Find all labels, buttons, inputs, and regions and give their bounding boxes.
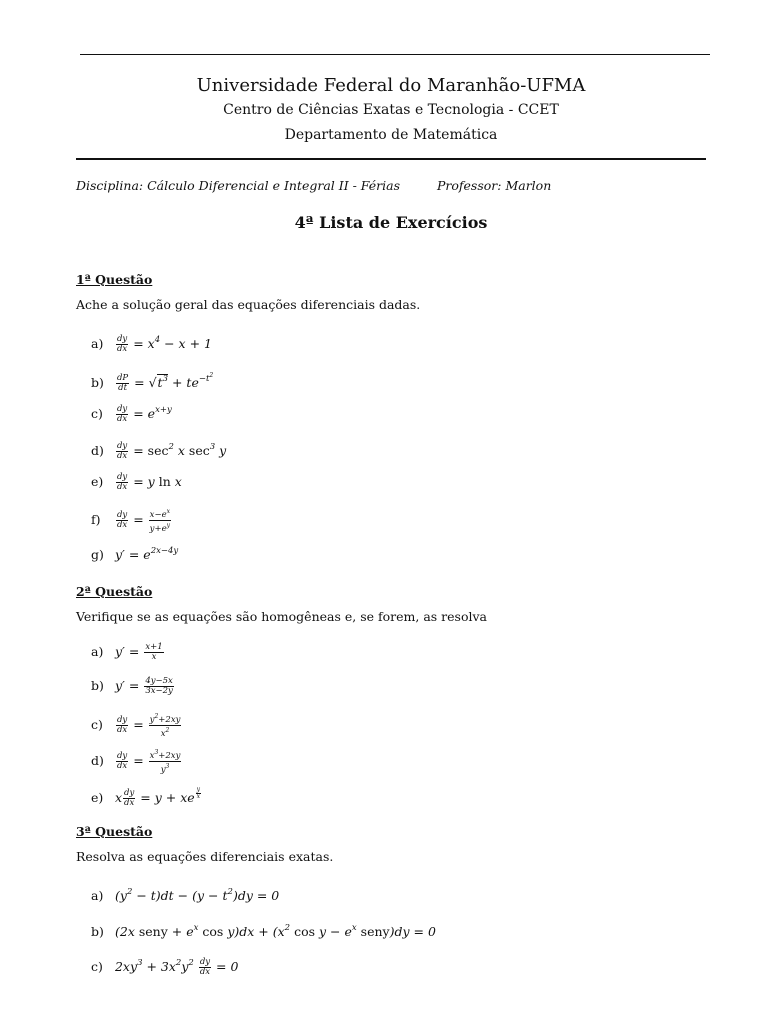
question-2-instruction: Verifique se as equações são homogêneas e, se forem, as resolva — [76, 609, 487, 624]
item-label: a) — [91, 644, 104, 659]
document-title: 4ª Lista de Exercícios — [294, 213, 488, 232]
q1-item-b: b) $\frac{dP}{dt}$ = $√t^3 + te^{-t^2}$ — [91, 372, 214, 393]
item-label: c) — [91, 716, 103, 732]
item-label: d) — [91, 443, 104, 458]
question-3-instruction: Resolva as equações diferenciais exatas. — [76, 849, 334, 864]
q3-item-a: a) $(y^2 - t)dt - (y - t^2)dy = 0$ — [91, 882, 279, 902]
discipline-line: Disciplina: Cálculo Diferencial e Integral II - Férias — [76, 178, 401, 193]
item-label: g) — [91, 547, 104, 562]
q1-item-e: e) $\frac{dy}{dx}$ = y ln x — [91, 472, 182, 492]
item-label: b) — [91, 924, 104, 939]
q1-item-a: a) $\frac{dy}{dx}$ = $x^4 - x + 1$ — [91, 334, 212, 354]
question-2-heading: 2ª Questão — [76, 584, 153, 599]
item-label: b) — [91, 678, 104, 693]
item-label: a) — [91, 888, 104, 903]
item-label: c) — [91, 406, 103, 421]
q2-item-c: c) $\frac{dy}{dx}$ = $\frac{y^2+2xy}{x^2}$ — [91, 713, 181, 739]
q1-item-f: f) $\frac{dy}{dx}$ = $\frac{x-e^x}{y+e^y}$ — [91, 508, 171, 534]
q1-item-c: c) $\frac{dy}{dx}$ = $e^{x+y}$ — [91, 404, 172, 424]
q3-item-c: c) $2xy^3 + 3x^2y^2$ $\frac{dy}{dx}$ = 0 — [91, 957, 239, 977]
item-label: a) — [91, 336, 104, 351]
q3-item-b: b) (2x seny + $e^x$ $\cos y)dx + (x^2$ $\cos y - e^x$ seny)dy = 0 — [91, 918, 436, 938]
question-1-instruction: Ache a solução geral das equações diferenciais dadas. — [76, 297, 421, 312]
university-name: Universidade Federal do Maranhão-UFMA — [196, 75, 586, 96]
q1-item-d: d) $\frac{dy}{dx}$ = $\sec^2 x$ $\sec^3 y$ — [91, 441, 227, 461]
question-3-heading: 3ª Questão — [76, 824, 153, 839]
professor-line: Professor: Marlon — [437, 178, 552, 193]
item-label: b) — [91, 374, 104, 390]
item-label: f) — [91, 511, 101, 527]
bottom-rule — [76, 158, 706, 160]
q2-item-d: d) $\frac{dy}{dx}$ = $\frac{x^3+2xy}{y^3}$ — [91, 749, 181, 775]
item-label: e) — [91, 790, 104, 805]
q2-item-e: e) x $\frac{dy}{dx}$ = y + xe $^{\frac{y}{x}}$ — [91, 786, 201, 808]
q1-item-g: g) $y' = e^{2x-4y}$ — [91, 541, 178, 561]
top-rule — [80, 54, 710, 55]
item-label: e) — [91, 474, 104, 489]
item-label: c) — [91, 959, 103, 974]
question-1-heading: 1ª Questão — [76, 272, 153, 287]
center-name: Centro de Ciências Exatas e Tecnologia - CCET — [223, 102, 559, 118]
q2-item-a: a) y′ = $\frac{x+1}{x}$ — [91, 642, 163, 662]
department-name: Departamento de Matemática — [284, 127, 498, 143]
q2-item-b: b) y′ = $\frac{4y-5x}{3x-2y}$ — [91, 676, 173, 696]
item-label: d) — [91, 752, 104, 768]
